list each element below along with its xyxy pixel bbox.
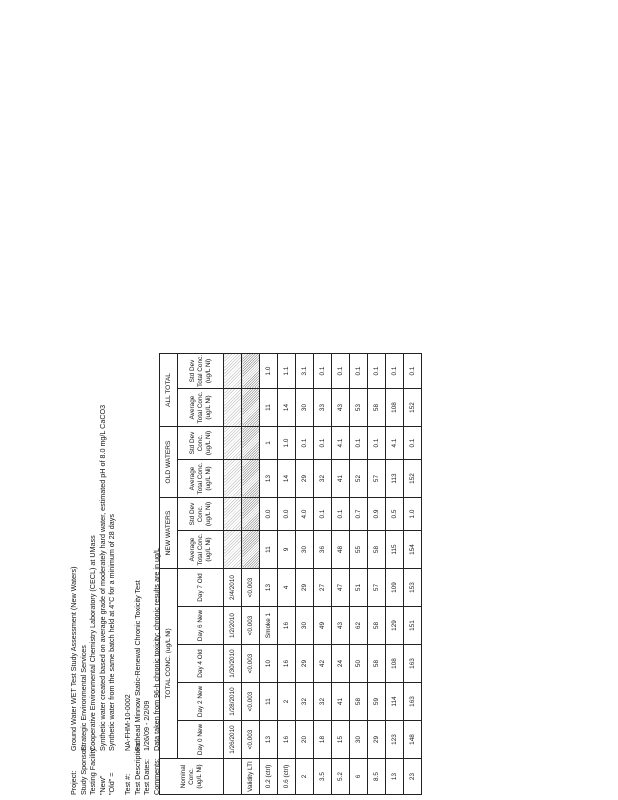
header-key: Test Dates: <box>142 759 152 795</box>
table-cell: 0.1 <box>314 498 332 531</box>
table-cell: 109 <box>386 569 404 607</box>
nickel-concentration-table <box>159 353 422 795</box>
table-cell: 13 <box>260 460 278 498</box>
table-cell: 14 <box>278 460 296 498</box>
table-cell: 58 <box>368 607 386 645</box>
shaded-cell <box>242 531 260 569</box>
header-value: Cooperative Environmental Chemistry Laboratory (CECL) at UMass <box>88 535 98 751</box>
table-cell: 113 <box>386 460 404 498</box>
shaded-cell <box>224 427 242 460</box>
nominal-conc: 3.5 <box>314 759 332 795</box>
column-header: Day 0 New <box>178 721 224 759</box>
table-cell: 3.1 <box>296 354 314 389</box>
nominal-conc: 5.2 <box>332 759 350 795</box>
table-cell: 13 <box>260 721 278 759</box>
header-row-sponsor <box>79 235 89 795</box>
table-cell: 4 <box>278 569 296 607</box>
table-cell: 58 <box>368 389 386 427</box>
header-row-facility <box>88 235 98 795</box>
table-cell: 0.1 <box>350 427 368 460</box>
table-row <box>350 354 368 795</box>
sample-date: 1/26/2010 <box>224 721 242 759</box>
table-cell: 32 <box>314 460 332 498</box>
nominal-conc: 23 <box>404 759 422 795</box>
table-cell: 41 <box>332 683 350 721</box>
table-cell: 59 <box>368 683 386 721</box>
table-cell: 50 <box>350 645 368 683</box>
mdl-value: <0.003 <box>242 721 260 759</box>
header-key: Comments: <box>151 758 161 795</box>
nominal-conc: 8.5 <box>368 759 386 795</box>
table-cell: 148 <box>404 721 422 759</box>
table-cell: 57 <box>368 460 386 498</box>
table-cell: 4.0 <box>296 498 314 531</box>
mdl-row <box>242 354 260 795</box>
table-cell: 11 <box>260 683 278 721</box>
mdl-label: Validity LTI <box>242 759 260 795</box>
table-cell: 0.1 <box>368 427 386 460</box>
table-cell: 0.1 <box>332 354 350 389</box>
table-cell: 20 <box>296 721 314 759</box>
header-key: Testing Facility: <box>88 745 98 795</box>
table-cell: 4.1 <box>386 427 404 460</box>
date-row-label <box>224 759 242 795</box>
header-key: Project: <box>69 770 78 795</box>
header-value: NA-FHM-10-0002 <box>122 694 132 751</box>
table-cell: 0.1 <box>350 354 368 389</box>
table-row <box>404 354 422 795</box>
header-key: "Old" = <box>107 772 117 795</box>
table-cell: 30 <box>296 389 314 427</box>
table-cell: 153 <box>404 569 422 607</box>
table-cell: 57 <box>368 569 386 607</box>
table-cell: 55 <box>350 531 368 569</box>
table-cell: 58 <box>350 683 368 721</box>
table-cell: 151 <box>404 607 422 645</box>
table-cell: 0.9 <box>368 498 386 531</box>
column-header: Average Total Conc. (ug/L Ni) <box>178 389 224 427</box>
header-row-project <box>69 235 79 795</box>
header-key: "New" <box>97 775 107 795</box>
table-cell: 43 <box>332 389 350 427</box>
sample-date: 1/30/2010 <box>224 645 242 683</box>
nominal-conc: 13 <box>386 759 404 795</box>
header-row-test-dates <box>142 235 152 795</box>
column-header: Std Dev Total Conc. (ug/L Ni) <box>178 354 224 389</box>
table-cell: 11 <box>260 531 278 569</box>
table-cell: 0.1 <box>314 354 332 389</box>
column-header: Day 4 Old <box>178 645 224 683</box>
shaded-cell <box>242 389 260 427</box>
column-header: Day 7 Old <box>178 569 224 607</box>
header-row-old <box>107 235 117 795</box>
table-cell: 11 <box>260 389 278 427</box>
sample-date: 1/2/2010 <box>224 607 242 645</box>
table-cell: 1 <box>260 427 278 460</box>
header-value: Data taken from 96-h chronic toxicity; chronic results are in ug/L <box>151 548 161 751</box>
table-cell: 0.1 <box>332 498 350 531</box>
table-cell: 32 <box>296 683 314 721</box>
mdl-value: <0.003 <box>242 607 260 645</box>
table-cell: 16 <box>278 607 296 645</box>
table-cell: 0.1 <box>296 427 314 460</box>
table-cell: 47 <box>332 569 350 607</box>
table-cell: Smoke 1 <box>260 607 278 645</box>
nominal-conc: 2 <box>296 759 314 795</box>
table-cell: 16 <box>278 645 296 683</box>
table-cell: 30 <box>350 721 368 759</box>
table-cell: 0.5 <box>386 498 404 531</box>
table-cell: 1.0 <box>260 354 278 389</box>
table-cell: 36 <box>314 531 332 569</box>
table-cell: 27 <box>314 569 332 607</box>
table-cell: 29 <box>296 460 314 498</box>
table-cell: 4.1 <box>332 427 350 460</box>
table-cell: 29 <box>296 645 314 683</box>
header-value: 1/26/09 - 2/2/09 <box>142 700 152 751</box>
table-row <box>278 354 296 795</box>
shaded-cell <box>242 460 260 498</box>
table-cell: 51 <box>350 569 368 607</box>
group-total-conc: TOTAL CONC. (ug/L Ni) <box>160 569 178 759</box>
header-value: Strategic Environmental Services <box>78 645 88 751</box>
table-cell: 0.0 <box>278 498 296 531</box>
table-cell: 152 <box>404 460 422 498</box>
table-cell: 163 <box>404 683 422 721</box>
table-cell: 10 <box>260 645 278 683</box>
column-header: Std Dev Conc. (ug/L Ni) <box>178 498 224 531</box>
table-row <box>368 354 386 795</box>
header-value: Synthetic water created based on average grade of moderately hard water, estimated pH of 8.0 mg/L CaCO3 <box>97 404 107 751</box>
table-cell: 108 <box>386 645 404 683</box>
mdl-value: <0.003 <box>242 645 260 683</box>
table-cell: 152 <box>404 389 422 427</box>
header-key: Study Sponsor: <box>78 745 88 795</box>
corner-label: Nominal Conc. (ug/L Ni) <box>160 759 224 795</box>
table-cell: 29 <box>368 721 386 759</box>
table-cell: 0.1 <box>404 354 422 389</box>
table-cell: 9 <box>278 531 296 569</box>
table-cell: 42 <box>314 645 332 683</box>
shaded-cell <box>224 498 242 531</box>
column-header: Std Dev Conc. (ug/L Ni) <box>178 427 224 460</box>
table-cell: 0.0 <box>260 498 278 531</box>
table-cell: 154 <box>404 531 422 569</box>
table-cell: 52 <box>350 460 368 498</box>
header-value: Synthetic water from the same batch held at 4°C for a minimum of 28 days <box>107 514 117 751</box>
table-cell: 163 <box>404 645 422 683</box>
group-all-total: ALL TOTAL <box>160 354 178 427</box>
table-cell: 16 <box>278 721 296 759</box>
shaded-cell <box>242 354 260 389</box>
table-row <box>386 354 404 795</box>
table-cell: 30 <box>296 531 314 569</box>
sample-date: 1/28/2010 <box>224 683 242 721</box>
sample-date: 2/4/2010 <box>224 569 242 607</box>
header-value: Ground Water WET Test Study Assessment (New Waters) <box>69 566 78 751</box>
sub-header-row <box>178 354 224 795</box>
shaded-cell <box>242 498 260 531</box>
table-cell: 14 <box>278 389 296 427</box>
date-row <box>224 354 242 795</box>
mdl-value: <0.003 <box>242 569 260 607</box>
table-cell: 15 <box>332 721 350 759</box>
header-key: Test #: <box>122 773 132 795</box>
table-cell: 30 <box>296 607 314 645</box>
table-cell: 33 <box>314 389 332 427</box>
table-cell: 108 <box>386 389 404 427</box>
data-body <box>260 354 422 795</box>
table-cell: 32 <box>314 683 332 721</box>
group-old-waters: OLD WATERS <box>160 427 178 498</box>
column-header: Average Total Conc. (ug/L Ni) <box>178 531 224 569</box>
header-value: Fathead Minnow Static-Renewal Chronic Toxicity Test <box>132 580 142 751</box>
document-header <box>69 235 161 795</box>
shaded-cell <box>224 460 242 498</box>
table-cell: 0.1 <box>314 427 332 460</box>
table-cell: 114 <box>386 683 404 721</box>
nominal-conc: 6 <box>350 759 368 795</box>
header-row-test-number <box>123 235 133 795</box>
table-cell: 48 <box>332 531 350 569</box>
header-row-test-description <box>133 235 143 795</box>
table-cell: 62 <box>350 607 368 645</box>
table-cell: 0.1 <box>386 354 404 389</box>
rotated-document-page <box>69 235 416 795</box>
table-cell: 115 <box>386 531 404 569</box>
header-key: Test Description: <box>132 741 142 795</box>
shaded-cell <box>224 531 242 569</box>
header-row-new <box>98 235 108 795</box>
table-cell: 58 <box>368 531 386 569</box>
table-cell: 0.7 <box>350 498 368 531</box>
table-row <box>296 354 314 795</box>
table-cell: 24 <box>332 645 350 683</box>
table-cell: 49 <box>314 607 332 645</box>
table-cell: 58 <box>368 645 386 683</box>
table-cell: 43 <box>332 607 350 645</box>
table-cell: 123 <box>386 721 404 759</box>
column-header: Average Total Conc. (ug/L Ni) <box>178 460 224 498</box>
table-cell: 2 <box>278 683 296 721</box>
shaded-cell <box>242 427 260 460</box>
table-cell: 1.0 <box>278 427 296 460</box>
table-cell: 0.1 <box>368 354 386 389</box>
nominal-conc: 0.6 (ctrl) <box>278 759 296 795</box>
table-cell: 13 <box>260 569 278 607</box>
table-cell: 1.0 <box>404 498 422 531</box>
table-row <box>314 354 332 795</box>
table-row <box>260 354 278 795</box>
table-cell: 53 <box>350 389 368 427</box>
table-cell: 18 <box>314 721 332 759</box>
table-cell: 29 <box>296 569 314 607</box>
mdl-value: <0.003 <box>242 683 260 721</box>
shaded-cell <box>224 354 242 389</box>
table-cell: 129 <box>386 607 404 645</box>
column-header: Day 6 New <box>178 607 224 645</box>
table-row <box>332 354 350 795</box>
shaded-cell <box>224 389 242 427</box>
column-header: Day 2 New <box>178 683 224 721</box>
group-new-waters: NEW WATERS <box>160 498 178 569</box>
table-cell: 41 <box>332 460 350 498</box>
nominal-conc: 0.2 (ctrl) <box>260 759 278 795</box>
table-cell: 1.1 <box>278 354 296 389</box>
table-cell: 0.1 <box>404 427 422 460</box>
